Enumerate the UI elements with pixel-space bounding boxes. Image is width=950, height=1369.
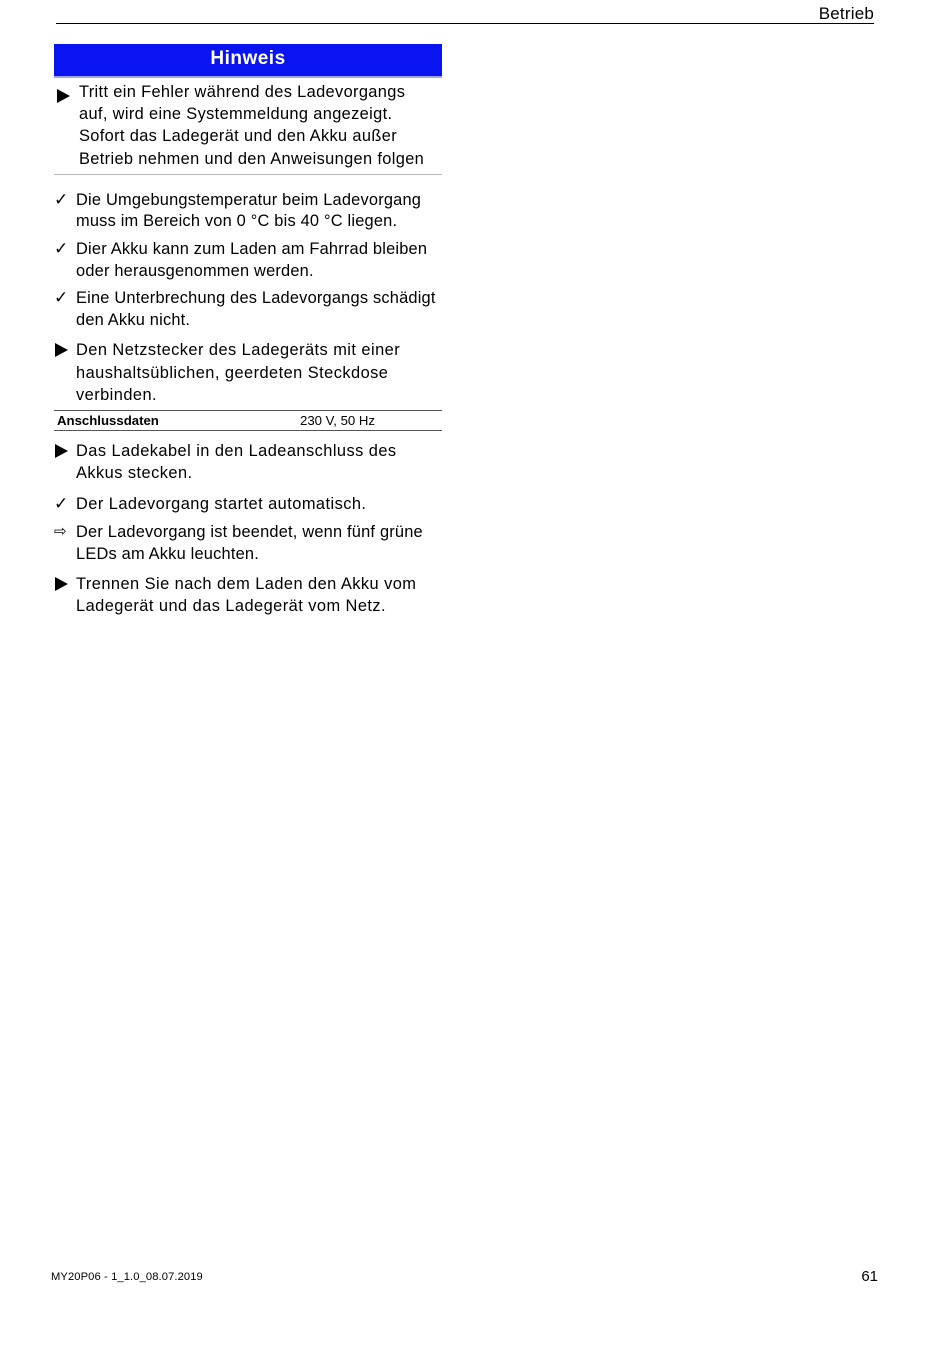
step-triangle-icon: [55, 577, 68, 591]
result-arrow-icon: ⇨: [54, 522, 67, 540]
check-icon: ✓: [54, 239, 69, 258]
item-line: Der Ladevorgang ist beendet, wenn fünf grüne: [76, 522, 423, 541]
step-triangle-icon: [55, 343, 68, 357]
list-item: [54, 190, 442, 233]
list-item: [54, 522, 442, 565]
table-value: 230 V, 50 Hz: [300, 412, 376, 428]
item-line: muss im Bereich von 0 °C bis 40 °C liegen.: [76, 212, 398, 231]
hinweis-line: auf, wird eine Systemmeldung angezeigt.: [79, 105, 393, 124]
content-column: [54, 44, 442, 618]
page-number: 61: [861, 1268, 878, 1285]
hinweis-notice-box: [54, 44, 442, 175]
table-row: [54, 410, 442, 430]
item-line: Den Netzstecker des Ladegeräts mit einer: [76, 341, 401, 360]
item-line: Die Umgebungstemperatur beim Ladevorgang: [76, 190, 422, 209]
item-line: LEDs am Akku leuchten.: [76, 544, 259, 563]
hinweis-title: Hinweis: [54, 44, 442, 78]
item-line: Der Ladevorgang startet automatisch.: [76, 495, 367, 514]
item-line: Eine Unterbrechung des Ladevorgangs schädigt: [76, 289, 436, 308]
list-item: [54, 494, 442, 516]
hinweis-line: Sofort das Ladegerät und den Akku außer: [79, 127, 397, 146]
list-item: [54, 288, 442, 331]
list-item: [54, 339, 442, 406]
hinweis-body: [54, 78, 442, 175]
check-icon: ✓: [54, 494, 69, 514]
list-item: [54, 573, 442, 617]
connection-data-table: [54, 410, 442, 431]
item-line: verbinden.: [76, 385, 158, 404]
document-id: MY20P06 - 1_1.0_08.07.2019: [51, 1271, 203, 1283]
header-rule: [56, 23, 874, 24]
item-line: oder herausgenommen werden.: [76, 261, 314, 280]
section-title: Betrieb: [818, 4, 874, 23]
check-icon: ✓: [54, 189, 69, 209]
table-key: Anschlussdaten: [57, 412, 159, 428]
list-item: [54, 239, 442, 282]
step-triangle-icon: [55, 444, 68, 458]
list-item: [54, 440, 442, 484]
hinweis-line: Tritt ein Fehler während des Ladevorgangs: [79, 83, 406, 101]
item-line: den Akku nicht.: [76, 310, 191, 329]
step-triangle-icon: [57, 89, 70, 103]
item-line: Das Ladekabel in den Ladeanschluss des: [76, 441, 397, 460]
item-line: Ladegerät und das Ladegerät vom Netz.: [76, 597, 387, 616]
item-line: Trennen Sie nach dem Laden den Akku vom: [76, 575, 417, 594]
check-icon: ✓: [54, 288, 69, 308]
hinweis-line: Betrieb nehmen und den Anweisungen folgen: [79, 149, 425, 168]
item-line: haushaltsüblichen, geerdeten Steckdose: [76, 363, 389, 382]
item-line: Dier Akku kann zum Laden am Fahrrad bleiben: [76, 240, 428, 258]
item-line: Akkus stecken.: [76, 464, 193, 483]
